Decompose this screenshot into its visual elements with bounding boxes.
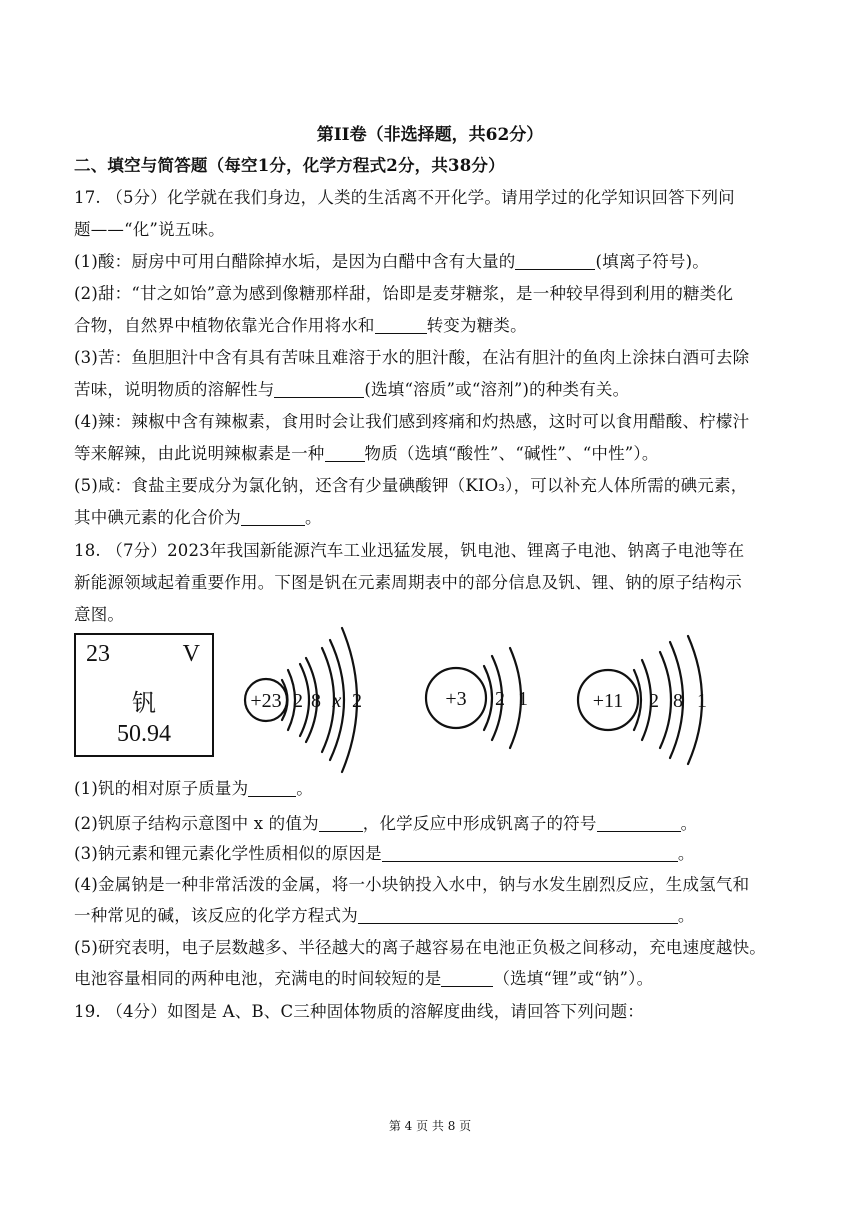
lithium-nucleus-label: +3 (445, 688, 467, 710)
q18-sub3: (3)钠元素和锂元素化学性质相似的原因是 。 (74, 844, 695, 863)
answer-blank[interactable] (382, 845, 678, 862)
element-name: 钒 (132, 689, 156, 717)
q18-stem-line3: 意图。 (74, 605, 125, 624)
vanadium-shell-4: 2 (352, 690, 362, 712)
atomic-number: 23 (86, 641, 110, 667)
vanadium-shell-2: 8 (311, 690, 321, 712)
lithium-shell-1: 2 (495, 688, 505, 710)
sodium-shell-1: 2 (649, 690, 659, 712)
answer-blank[interactable] (597, 815, 681, 832)
q18-sub5-line2: 电池容量相同的两种电池，充满电的时间较短的是 （选填“锂”或“钠”）。 (74, 969, 654, 988)
q17-sub2-line2: 合物，自然界中植物依靠光合作用将水和 转变为糖类。 (74, 316, 527, 335)
q19-stem: 19. （4分）如图是 A、B、C三种固体物质的溶解度曲线，请回答下列问题： (74, 1002, 644, 1021)
q17-sub2-line1: (2)甜：“甘之如饴”意为感到像糖那样甜，饴即是麦芽糖浆，是一种较早得到利用的糖类化 (74, 284, 734, 303)
vanadium-shell-3: x (332, 690, 342, 712)
q17-sub1: (1)酸：厨房中可用白醋除掉水垢，是因为白醋中含有大量的 (填离子符号)。 (74, 252, 709, 271)
q17-stem-line1: 17. （5分）化学就在我们身边，人类的生活离不开化学。请用学过的化学知识回答下列问 (74, 188, 735, 207)
answer-blank[interactable] (248, 780, 296, 797)
lithium-shell-2: 1 (518, 688, 528, 710)
answer-blank[interactable] (358, 907, 678, 924)
q17-sub3-line1: (3)苦：鱼胆胆汁中含有具有苦味且难溶于水的胆汁酸，在沾有胆汁的鱼肉上涂抹白酒可去除 (74, 348, 750, 367)
answer-blank[interactable] (319, 815, 363, 832)
q18-sub4-line1: (4)金属钠是一种非常活泼的金属，将一小块钠投入水中，钠与水发生剧烈反应，生成氢气和 (74, 875, 750, 894)
q17-sub3-line2: 苦味，说明物质的溶解性与 (选填“溶质”或“溶剂”)的种类有关。 (74, 380, 630, 399)
q17-stem-line2: 题——“化”说五味。 (74, 220, 225, 239)
sodium-nucleus-label: +11 (592, 690, 624, 712)
q18-sub2: (2)钒原子结构示意图中 x 的值为 ，化学反应中形成钒离子的符号 。 (74, 814, 698, 833)
element-symbol: V (182, 641, 200, 667)
q18-sub1: (1)钒的相对原子质量为 。 (74, 779, 313, 798)
atomic-mass: 50.94 (117, 721, 171, 747)
section-title: 第II卷（非选择题，共62分） (316, 125, 544, 145)
page-footer: 第 4 页 共 8 页 (388, 1119, 472, 1133)
q17-sub5-line2: 其中碘元素的化合价为 。 (74, 508, 322, 527)
q17-sub4-line1: (4)辣：辣椒中含有辣椒素，食用时会让我们感到疼痛和灼热感，这时可以食用醋酸、柠檬汁 (74, 412, 750, 431)
q18-sub4-line2: 一种常见的碱，该反应的化学方程式为 。 (74, 906, 695, 925)
q18-stem-line1: 18. （7分）2023年我国新能源汽车工业迅猛发展，钒电池、锂离子电池、钠离子电池等在 (74, 541, 745, 560)
q17-sub5-line1: (5)咸：食盐主要成分为氯化钠，还含有少量碘酸钾（KIO₃），可以补充人体所需的碘元素， (74, 476, 748, 495)
sodium-shell-2: 8 (673, 690, 683, 712)
sodium-shell-3: 1 (697, 690, 707, 712)
q17-sub4-line2: 等来解辣，由此说明辣椒素是一种 物质（选填“酸性”、“碱性”、“中性”）。 (74, 444, 659, 463)
q18-stem-line2: 新能源领域起着重要作用。下图是钒在元素周期表中的部分信息及钒、锂、钠的原子结构示 (74, 573, 742, 592)
vanadium-shell-1: 2 (293, 690, 303, 712)
vanadium-nucleus-label: +23 (250, 690, 282, 712)
part-title: 二、填空与简答题（每空1分，化学方程式2分，共38分） (74, 156, 505, 175)
q18-sub5-line1: (5)研究表明，电子层数越多、半径越大的离子越容易在电池正负极之间移动，充电速度越快。 (74, 938, 766, 957)
answer-blank[interactable] (441, 970, 493, 987)
